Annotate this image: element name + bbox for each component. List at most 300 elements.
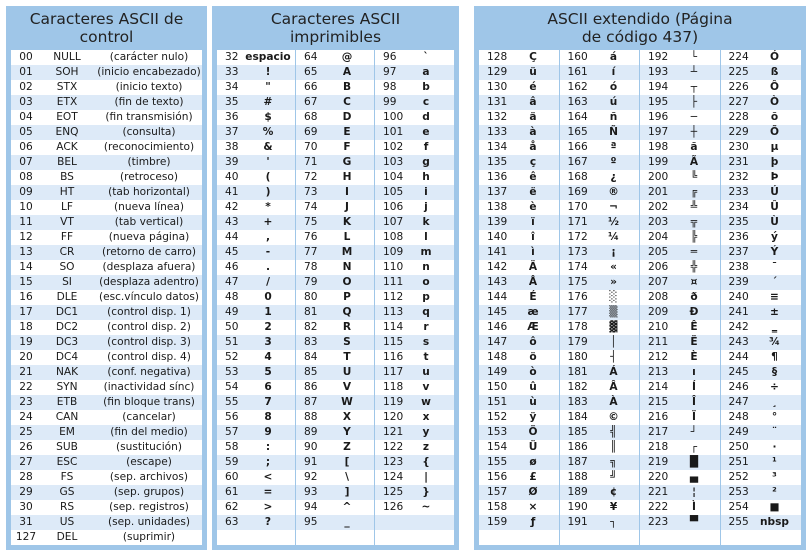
ascii-char: h <box>422 171 430 183</box>
ascii-code: 161 <box>567 66 588 78</box>
extended-row <box>640 425 721 440</box>
ascii-code: 06 <box>19 141 33 153</box>
ascii-code: 76 <box>304 231 318 243</box>
ascii-char: Ì <box>692 501 696 513</box>
extended-row <box>721 485 802 500</box>
ascii-char: ¡ <box>611 246 616 258</box>
control-row <box>11 530 202 545</box>
ascii-char: espacio <box>245 51 291 63</box>
ascii-char: c <box>422 96 430 108</box>
ascii-char: ┼ <box>690 126 698 138</box>
control-row <box>11 290 202 305</box>
ascii-char: Y <box>343 426 351 438</box>
extended-row <box>721 470 802 485</box>
ascii-char: ] <box>344 486 350 498</box>
ascii-char: % <box>262 126 274 138</box>
ascii-code: 126 <box>383 501 404 513</box>
extended-row <box>721 65 802 80</box>
ascii-description: (control disp. 2) <box>107 321 191 333</box>
extended-row <box>560 425 641 440</box>
ascii-char: / <box>266 276 270 288</box>
ascii-code: 116 <box>383 351 404 363</box>
ascii-code: 129 <box>487 66 508 78</box>
extended-row <box>479 425 560 440</box>
extended-row <box>721 230 802 245</box>
ascii-code: 182 <box>567 381 588 393</box>
ascii-char: t <box>423 351 429 363</box>
extended-row <box>479 335 560 350</box>
ascii-char: Ê <box>690 321 698 333</box>
ascii-code: 204 <box>648 231 669 243</box>
control-row <box>11 305 202 320</box>
ascii-char: V <box>342 381 352 393</box>
extended-column <box>560 50 641 545</box>
ascii-code: 175 <box>567 276 588 288</box>
ascii-char: d <box>422 111 430 123</box>
control-row <box>11 515 202 530</box>
ascii-char: = <box>263 486 273 498</box>
ascii-char: â <box>529 96 537 108</box>
printable-row <box>296 200 375 215</box>
ascii-char: ( <box>265 171 271 183</box>
ascii-char: O <box>342 276 352 288</box>
ascii-char: à <box>529 126 537 138</box>
ascii-code: 70 <box>304 141 318 153</box>
ascii-code: 31 <box>19 516 33 528</box>
ascii-code: 254 <box>728 501 749 513</box>
ascii-char: x <box>422 411 430 423</box>
control-row <box>11 455 202 470</box>
printable-row <box>217 320 296 335</box>
ascii-code: 196 <box>648 111 669 123</box>
printable-row <box>296 380 375 395</box>
extended-row <box>640 50 721 65</box>
extended-row <box>479 125 560 140</box>
printable-row <box>375 155 454 170</box>
ascii-char: Ô <box>769 81 779 93</box>
extended-row <box>560 515 641 530</box>
ascii-char: J <box>345 201 349 213</box>
printable-row <box>375 335 454 350</box>
ascii-char: ~ <box>421 501 431 513</box>
ascii-code: 150 <box>487 381 508 393</box>
ascii-code: 42 <box>225 201 239 213</box>
ascii-abbrev: NAK <box>55 366 79 378</box>
ascii-code: 217 <box>648 426 669 438</box>
ascii-code: 59 <box>225 456 239 468</box>
extended-row <box>640 170 721 185</box>
ascii-char: 5 <box>264 366 272 378</box>
ascii-code: 122 <box>383 441 404 453</box>
ascii-code: 146 <box>487 321 508 333</box>
control-row <box>11 275 202 290</box>
ascii-char: Õ <box>769 126 779 138</box>
ascii-abbrev: FF <box>60 231 74 243</box>
ascii-code: 34 <box>225 81 239 93</box>
ascii-abbrev: NULL <box>53 51 81 63</box>
ascii-code: 152 <box>487 411 508 423</box>
ascii-description: (carácter nulo) <box>109 51 189 63</box>
ascii-char: @ <box>341 51 353 63</box>
ascii-description: (retroceso) <box>119 171 178 183</box>
ascii-char: È <box>690 351 698 363</box>
ascii-char: Z <box>343 441 351 453</box>
ascii-char: É <box>529 291 537 303</box>
ascii-code: 27 <box>19 456 33 468</box>
ascii-code: 183 <box>567 396 588 408</box>
ascii-code: 68 <box>304 111 318 123</box>
printable-row <box>375 515 454 530</box>
ascii-code: 13 <box>19 246 33 258</box>
ascii-code: 216 <box>648 411 669 423</box>
ascii-char: Ø <box>528 486 538 498</box>
ascii-char: í <box>611 66 616 78</box>
ascii-code: 94 <box>304 501 318 513</box>
ascii-char: ¥ <box>609 501 618 513</box>
ascii-code: 236 <box>728 231 749 243</box>
ascii-char: s <box>422 336 430 348</box>
ascii-char: ñ <box>609 111 618 123</box>
extended-row <box>479 455 560 470</box>
ascii-char: ü <box>529 66 537 78</box>
extended-row <box>640 380 721 395</box>
extended-row <box>640 515 721 530</box>
ascii-char: + <box>263 216 273 228</box>
ascii-char: b <box>422 81 430 93</box>
ascii-char: ä <box>529 111 537 123</box>
ascii-code: 39 <box>225 156 239 168</box>
control-row <box>11 380 202 395</box>
extended-row <box>479 410 560 425</box>
ascii-code: 11 <box>19 216 33 228</box>
ascii-code: 74 <box>304 201 318 213</box>
ascii-code: 244 <box>728 351 749 363</box>
ascii-code: 215 <box>648 396 669 408</box>
ascii-code: 95 <box>304 516 318 528</box>
ascii-char: * <box>265 201 271 213</box>
printable-row <box>217 350 296 365</box>
ascii-code: 23 <box>19 396 33 408</box>
ascii-char: ö <box>529 351 537 363</box>
extended-row <box>479 290 560 305</box>
printable-row <box>375 350 454 365</box>
ascii-code: 15 <box>19 276 33 288</box>
ascii-description: (consulta) <box>122 126 176 138</box>
ascii-description: (retorno de carro) <box>102 246 196 258</box>
ascii-char: $ <box>264 111 272 123</box>
ascii-description: (cancelar) <box>122 411 176 423</box>
control-row <box>11 335 202 350</box>
ascii-description: (sustitución) <box>116 441 182 453</box>
ascii-description: (sep. registros) <box>109 501 189 513</box>
ascii-code: 239 <box>728 276 749 288</box>
ascii-code: 28 <box>19 471 33 483</box>
ascii-abbrev: DEL <box>56 531 78 543</box>
ascii-char: B <box>342 81 352 93</box>
extended-row <box>721 215 802 230</box>
ascii-char: ╚ <box>690 171 698 183</box>
ascii-char: ╗ <box>610 456 617 468</box>
ascii-char: ┬ <box>690 81 698 93</box>
extended-table <box>479 50 801 545</box>
control-row <box>11 140 202 155</box>
extended-row <box>479 515 560 530</box>
ascii-code: 158 <box>487 501 508 513</box>
ascii-char: ┌ <box>690 441 698 453</box>
printable-row <box>375 425 454 440</box>
ascii-code: 40 <box>225 171 239 183</box>
printable-row <box>296 440 375 455</box>
extended-row <box>479 380 560 395</box>
ascii-char: ─ <box>690 111 698 123</box>
printable-row <box>217 380 296 395</box>
extended-row <box>721 80 802 95</box>
ascii-char: nbsp <box>759 516 789 528</box>
ascii-char: ã <box>690 141 698 153</box>
ascii-char: X <box>342 411 352 423</box>
ascii-code: 32 <box>225 51 239 63</box>
ascii-char: ÷ <box>770 381 779 393</box>
ascii-code: 49 <box>225 306 239 318</box>
ascii-code: 01 <box>19 66 33 78</box>
printable-row <box>296 125 375 140</box>
printable-row <box>296 140 375 155</box>
ascii-char: Ó <box>769 51 779 63</box>
ascii-code: 140 <box>487 231 508 243</box>
extended-row <box>479 500 560 515</box>
extended-row <box>640 125 721 140</box>
printable-table <box>217 50 454 545</box>
ascii-code: 50 <box>225 321 239 333</box>
printable-row <box>296 500 375 515</box>
ascii-char: ¬ <box>609 201 618 213</box>
ascii-char: ª <box>610 141 617 153</box>
control-row <box>11 50 202 65</box>
extended-row <box>560 305 641 320</box>
printable-row <box>217 185 296 200</box>
printable-row <box>217 470 296 485</box>
extended-row <box>721 365 802 380</box>
ascii-code: 112 <box>383 291 404 303</box>
ascii-char: Ò <box>769 96 779 108</box>
ascii-char: A <box>342 66 352 78</box>
ascii-char: ø <box>529 456 537 468</box>
ascii-char: n <box>422 261 430 273</box>
ascii-abbrev: ETX <box>56 96 78 108</box>
extended-row <box>640 470 721 485</box>
ascii-char: è <box>529 201 537 213</box>
ascii-abbrev: US <box>59 516 75 528</box>
ascii-code: 189 <box>567 486 588 498</box>
ascii-description: (fin del medio) <box>110 426 188 438</box>
ascii-char: û <box>529 381 537 393</box>
extended-row <box>479 260 560 275</box>
ascii-char: # <box>263 96 273 108</box>
ascii-code: 71 <box>304 156 318 168</box>
ascii-char: é <box>529 81 537 93</box>
printable-row <box>217 410 296 425</box>
extended-row <box>721 455 802 470</box>
ascii-char: ┤ <box>610 351 617 363</box>
extended-row <box>721 500 802 515</box>
extended-row <box>721 170 802 185</box>
ascii-description: (esc.vínculo datos) <box>98 291 200 303</box>
ascii-abbrev: VT <box>60 216 74 228</box>
ascii-description: (sep. grupos) <box>113 486 185 498</box>
ascii-abbrev: ETB <box>56 396 78 408</box>
printable-row <box>217 395 296 410</box>
extended-row <box>560 110 641 125</box>
ascii-char: ` <box>423 51 429 63</box>
extended-row <box>721 335 802 350</box>
printable-row <box>217 335 296 350</box>
ascii-code: 252 <box>728 471 749 483</box>
ascii-description: (inicio texto) <box>115 81 183 93</box>
ascii-code: 102 <box>383 141 404 153</box>
ascii-code: 246 <box>728 381 749 393</box>
ascii-char: S <box>343 336 351 348</box>
ascii-char: Â <box>609 381 618 393</box>
ascii-code: 114 <box>383 321 404 333</box>
ascii-code: 166 <box>567 141 588 153</box>
ascii-char: ═ <box>690 246 698 258</box>
ascii-code: 00 <box>19 51 33 63</box>
ascii-code: 210 <box>648 321 669 333</box>
extended-row <box>640 200 721 215</box>
ascii-code: 47 <box>225 276 239 288</box>
ascii-code: 97 <box>383 66 397 78</box>
ascii-char: î <box>531 231 535 243</box>
extended-row <box>560 485 641 500</box>
ascii-code: 157 <box>487 486 508 498</box>
ascii-description: (sep. archivos) <box>109 471 189 483</box>
extended-row <box>560 80 641 95</box>
ascii-code: 149 <box>487 366 508 378</box>
extended-column <box>479 50 560 545</box>
ascii-char: e <box>422 126 430 138</box>
ascii-description: (sep. unidades) <box>107 516 191 528</box>
printable-row <box>375 200 454 215</box>
control-row <box>11 170 202 185</box>
extended-row <box>721 320 802 335</box>
ascii-char: g <box>422 156 430 168</box>
printable-row <box>217 500 296 515</box>
printable-row <box>375 410 454 425</box>
ascii-char: ë <box>529 186 537 198</box>
ascii-char: ý <box>771 231 778 243</box>
ascii-char: ¨ <box>771 426 778 438</box>
extended-row <box>479 50 560 65</box>
ascii-code: 177 <box>567 306 588 318</box>
ascii-code: 131 <box>487 96 508 108</box>
ascii-code: 119 <box>383 396 404 408</box>
control-row <box>11 125 202 140</box>
ascii-code: 10 <box>19 201 33 213</box>
ascii-char: P <box>343 291 351 303</box>
ascii-code: 77 <box>304 246 318 258</box>
ascii-char: F <box>343 141 351 153</box>
ascii-description: (escape) <box>126 456 172 468</box>
ascii-char: º <box>610 156 617 168</box>
ascii-abbrev: EM <box>59 426 75 438</box>
extended-row <box>640 410 721 425</box>
ascii-code: 155 <box>487 456 508 468</box>
extended-row <box>640 485 721 500</box>
printable-row <box>296 155 375 170</box>
printable-row <box>296 275 375 290</box>
ascii-code: 08 <box>19 171 33 183</box>
printable-row <box>296 245 375 260</box>
ascii-abbrev: ENQ <box>55 126 79 138</box>
ascii-code: 121 <box>383 426 404 438</box>
ascii-char: ! <box>265 66 271 78</box>
ascii-code: 21 <box>19 366 33 378</box>
ascii-abbrev: SYN <box>56 381 78 393</box>
ascii-char: } <box>422 486 430 498</box>
ascii-code: 194 <box>648 81 669 93</box>
ascii-code: 173 <box>567 246 588 258</box>
ascii-code: 171 <box>567 216 588 228</box>
extended-row <box>721 290 802 305</box>
ascii-code: 52 <box>225 351 239 363</box>
ascii-code: 205 <box>648 246 669 258</box>
ascii-char: ¾ <box>769 336 780 348</box>
ascii-abbrev: DC3 <box>55 336 79 348</box>
ascii-code: 208 <box>648 291 669 303</box>
ascii-char: 8 <box>264 411 272 423</box>
control-row <box>11 410 202 425</box>
ascii-code: 30 <box>19 501 33 513</box>
extended-row <box>479 305 560 320</box>
printable-row <box>375 65 454 80</box>
ascii-code: 113 <box>383 306 404 318</box>
control-row <box>11 485 202 500</box>
ascii-code: 197 <box>648 126 669 138</box>
ascii-char: ╔ <box>690 186 698 198</box>
ascii-description: (inactividad sínc) <box>103 381 195 393</box>
ascii-code: 141 <box>487 246 508 258</box>
ascii-code: 75 <box>304 216 318 228</box>
extended-row <box>640 335 721 350</box>
ascii-code: 44 <box>225 231 239 243</box>
ascii-char: a <box>422 66 430 78</box>
printable-row <box>375 455 454 470</box>
printable-row <box>296 470 375 485</box>
ascii-char: · <box>772 441 777 453</box>
extended-row <box>640 65 721 80</box>
ascii-code: 176 <box>567 291 588 303</box>
ascii-char: ƒ <box>530 516 536 528</box>
ascii-code: 86 <box>304 381 318 393</box>
printable-row <box>217 155 296 170</box>
printable-row <box>296 170 375 185</box>
printable-row <box>375 470 454 485</box>
extended-row <box>640 365 721 380</box>
ascii-description: (suprimir) <box>122 531 176 543</box>
ascii-code: 238 <box>728 261 749 273</box>
ascii-code: 14 <box>19 261 33 273</box>
ascii-code: 222 <box>648 501 669 513</box>
ascii-char: 9 <box>264 426 272 438</box>
ascii-code: 67 <box>304 96 318 108</box>
ascii-code: 169 <box>567 186 588 198</box>
ascii-abbrev: RS <box>59 501 75 513</box>
control-row <box>11 425 202 440</box>
ascii-code: 45 <box>225 246 239 258</box>
ascii-code: 190 <box>567 501 588 513</box>
ascii-char: 3 <box>264 336 272 348</box>
extended-row <box>560 335 641 350</box>
